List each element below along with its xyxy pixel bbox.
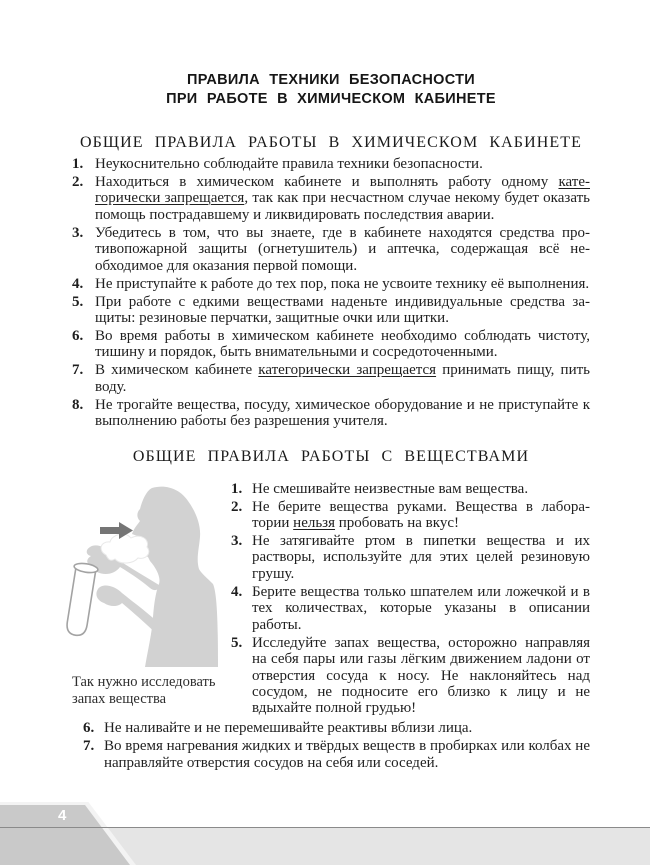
rule-item [231, 481, 590, 497]
page-title-line2: ПРИ РАБОТЕ В ХИМИЧЕСКОМ КАБИНЕТЕ [166, 91, 496, 107]
page-title-line1: ПРАВИЛА ТЕХНИКИ БЕЗОПАСНОСТИ [186, 72, 476, 88]
rule-item [72, 397, 590, 430]
rule-number: 5. [72, 293, 84, 310]
cabinet-rules-list [72, 156, 590, 430]
rule-item [231, 635, 590, 717]
substance-rules-list [231, 481, 590, 719]
rule-number: 5. [231, 634, 243, 651]
rule-number: 3. [72, 224, 84, 241]
vapor-cloud [101, 534, 149, 563]
rule-text: Не трогайте вещества, посуду, химическое оборудование и не приступайте к выполнению работы без разрешения учителя. [95, 396, 590, 430]
figure-and-rules-row [72, 481, 590, 719]
rule-item [72, 328, 590, 361]
rule-item [231, 584, 590, 633]
rule-item [72, 156, 590, 172]
figure-caption: Так нужно исследовать запах вещества [72, 673, 216, 708]
page-number: 4 [58, 807, 67, 824]
rule-number: 7. [72, 362, 84, 379]
rule-item [72, 174, 590, 223]
rule-number: 2. [231, 498, 243, 515]
rule-item [83, 720, 590, 736]
rule-text: Не затягивайте ртом в пипетки вещества и их растворы, используйте для этих целей резиновую грушу. [252, 533, 590, 582]
rule-text: Убедитесь в том, что вы знаете, где в кабинете находятся средства противопожарной защиты (огнетушитель) и аптечка, содержащая всё необходимое для оказания первой помощи. [95, 224, 590, 274]
rule-text: Берите вещества только шпателем или ложечкой и в тех количествах, которые указаны в описании работы. [252, 583, 590, 633]
rule-text: При работе с едкими веществами наденьте индивидуальные средства защиты: резиновые перчатки, защитные очки или щитки. [95, 293, 590, 327]
rule-text: Находиться в химическом кабинете и выполнять работу одному категорически запрещается, так как при несчастном случае некому будет оказать помощь пострадавшему и ликвидировать последствия аварии. [95, 174, 590, 223]
rule-text: Во время нагревания жидких и твёрдых веществ в пробирках или колбах не направляйте отверстия сосудов на себя или соседей. [104, 738, 590, 771]
rule-number: 8. [72, 396, 84, 413]
rule-number: 4. [231, 583, 243, 600]
rule-number: 3. [231, 533, 243, 550]
rule-item [83, 738, 590, 771]
rule-item [72, 276, 590, 292]
test-tube [64, 562, 99, 637]
page-content [0, 71, 650, 771]
page-title [72, 71, 590, 109]
substance-rules-list-continued [83, 720, 590, 771]
rule-text: Не наливайте и не перемешивайте реактивы вблизи лица. [104, 720, 473, 737]
rule-item [231, 499, 590, 532]
rule-number: 1. [231, 480, 243, 497]
rule-text: Неукоснительно соблюдайте правила техники безопасности. [95, 156, 483, 172]
smell-technique-figure [60, 481, 235, 719]
rule-number: 6. [83, 720, 95, 737]
rule-text: Не смешивайте неизвестные вам вещества. [252, 480, 529, 497]
smell-technique-illustration [60, 481, 235, 667]
rule-text: В химическом кабинете категорически запрещается принимать пищу, пить воду. [95, 362, 590, 395]
rule-item [72, 362, 590, 395]
section-cabinet-rules [72, 133, 590, 430]
rule-item [72, 294, 590, 327]
footer-rule-line [0, 827, 650, 828]
rule-item [72, 225, 590, 274]
section-substance-rules [72, 447, 590, 771]
rule-text: Не приступайте к работе до тех пор, пока не усвоите технику её выполнения. [95, 275, 590, 292]
rule-number: 6. [72, 328, 84, 345]
rule-number: 2. [72, 174, 84, 190]
rule-item [231, 533, 590, 582]
section-heading-substances: ОБЩИЕ ПРАВИЛА РАБОТЫ С ВЕЩЕСТВАМИ [132, 447, 530, 465]
rule-number: 1. [72, 156, 84, 172]
rule-text: Во время работы в химическом кабинете необходимо соблюдать чистоту, тишину и порядок, быть внимательными и сосредоточенными. [95, 328, 590, 361]
rule-text: Не берите вещества руками. Вещества в лаборатории нельзя пробовать на вкус! [252, 498, 590, 532]
section-heading-cabinet: ОБЩИЕ ПРАВИЛА РАБОТЫ В ХИМИЧЕСКОМ КАБИНЕТЕ [79, 134, 583, 151]
rule-number: 7. [83, 738, 95, 755]
rule-number: 4. [72, 275, 84, 292]
page-footer [0, 795, 650, 865]
rule-text: Исследуйте запах вещества, осторожно направляя на себя пары или газы лёгким движением ладони от отверстия сосуда к носу. Не наклоняйтесь над сосудом, не подносите его близко к лицу и не вдыхайте полной грудью! [252, 634, 590, 717]
